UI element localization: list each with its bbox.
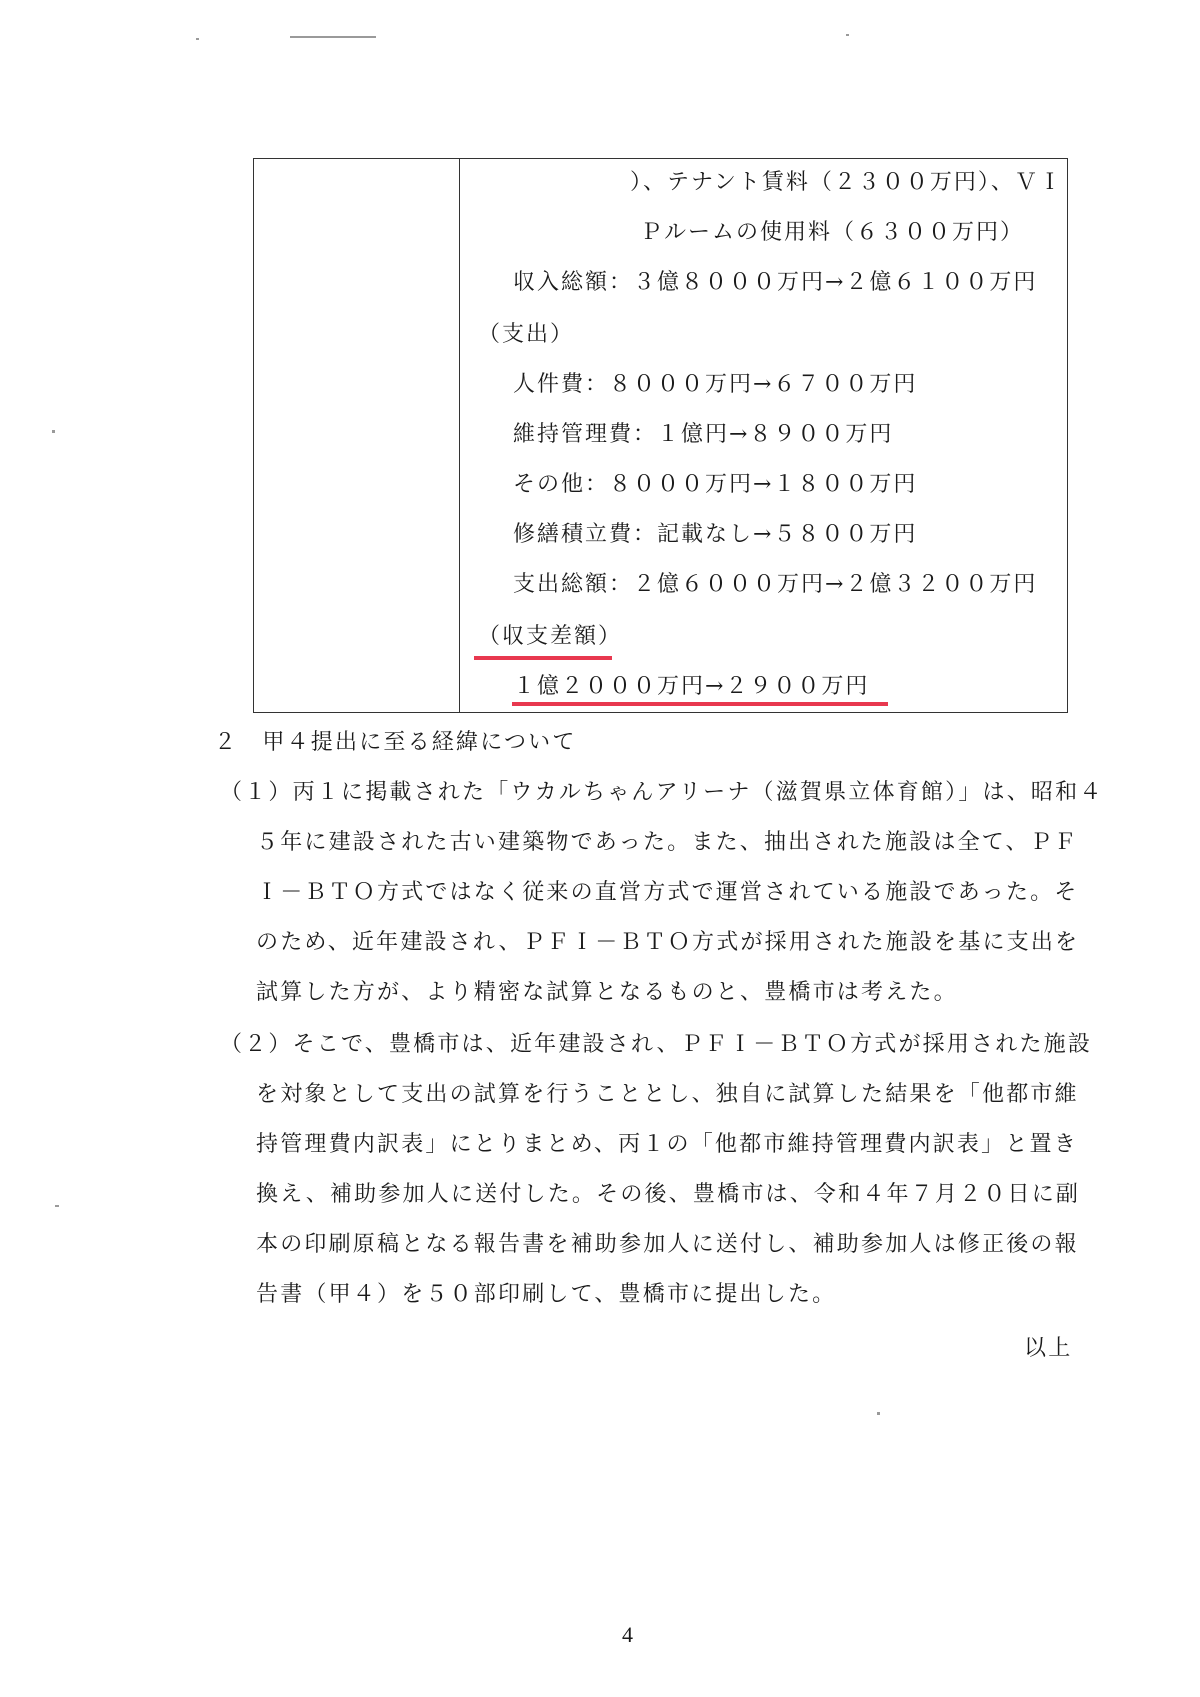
scan-speck [877, 1412, 880, 1415]
table-line: 収入総額：３億８０００万円→２億６１００万円 [513, 270, 1038, 295]
paragraph-line: のため、近年建設され、ＰＦＩ－ＢＴＯ方式が採用された施設を基に支出を [256, 930, 1080, 955]
table-line: 人件費：８０００万円→６７００万円 [513, 372, 918, 397]
paragraph-line: を対象として支出の試算を行うこととし、独自に試算した結果を「他都市維 [256, 1082, 1079, 1107]
paragraph-line: 試算した方が、より精密な試算となるものと、豊橋市は考えた。 [256, 980, 958, 1005]
table-line: （収支差額） [478, 624, 623, 649]
underline-mark [512, 702, 888, 706]
underline-mark [474, 656, 612, 660]
scan-speck [55, 1205, 59, 1207]
section-heading: ２ 甲４提出に至る経緯について [214, 730, 577, 755]
paragraph-line: 告書（甲４）を５０部印刷して、豊橋市に提出した。 [256, 1282, 837, 1307]
page-number: 4 [622, 1622, 633, 1647]
closing-text: 以上 [1024, 1336, 1073, 1361]
paragraph-line: Ｉ－ＢＴＯ方式ではなく従来の直営方式で運営されている施設であった。そ [256, 880, 1079, 905]
table-line: １億２０００万円→２９００万円 [513, 674, 870, 699]
table-line: 支出総額：２億６０００万円→２億３２００万円 [513, 572, 1038, 597]
paragraph-line: （１）丙１に掲載された「ウカルちゃんアリーナ（滋賀県立体育館）」は、昭和４ [220, 780, 1104, 805]
scan-speck [846, 34, 849, 36]
table-line: （支出） [478, 322, 575, 347]
table-line: ）、テナント賃料（２３００万円）、ＶＩ [630, 170, 1063, 195]
table-column-divider [459, 159, 460, 712]
table-line: 修繕積立費：記載なし→５８００万円 [513, 522, 918, 547]
scan-speck [196, 38, 199, 40]
paragraph-line: ５年に建設された古い建築物であった。また、抽出された施設は全て、ＰＦ [256, 830, 1079, 855]
table-line: Ｐルームの使用料（６３００万円） [640, 220, 1025, 245]
scan-speck [290, 36, 376, 38]
paragraph-line: （２）そこで、豊橋市は、近年建設され、ＰＦＩ－ＢＴＯ方式が採用された施設 [220, 1032, 1093, 1057]
table-line: 維持管理費：１億円→８９００万円 [513, 422, 894, 447]
paragraph-line: 換え、補助参加人に送付した。その後、豊橋市は、令和４年７月２０日に副 [256, 1182, 1081, 1207]
table-line: その他：８０００万円→１８００万円 [513, 472, 918, 497]
paragraph-line: 本の印刷原稿となる報告書を補助参加人に送付し、補助参加人は修正後の報 [256, 1232, 1079, 1257]
scan-speck [52, 430, 55, 433]
paragraph-line: 持管理費内訳表」にとりまとめ、丙１の「他都市維持管理費内訳表」と置き [256, 1132, 1078, 1157]
